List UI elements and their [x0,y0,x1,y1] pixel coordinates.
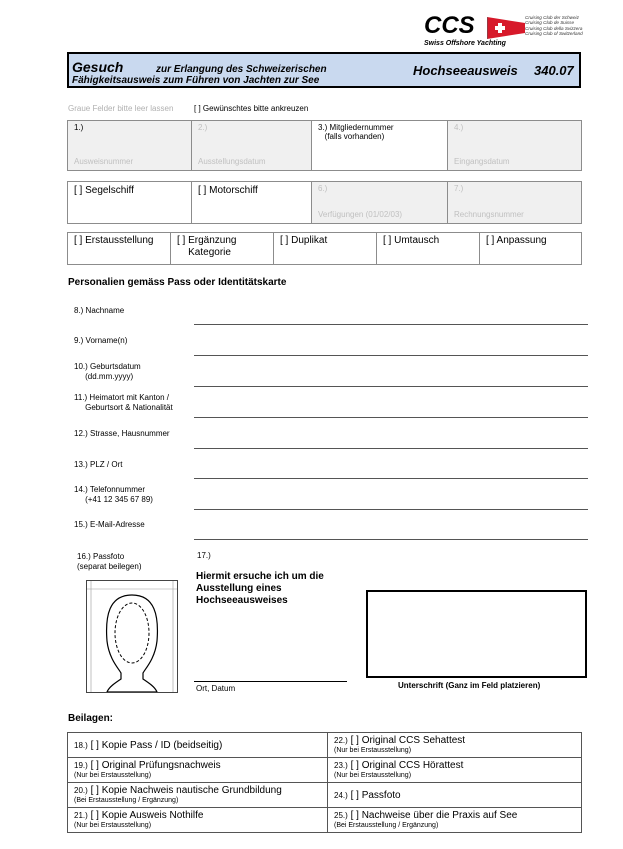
signature-box[interactable] [366,590,587,678]
swiss-flag-icon [487,17,525,39]
checkbox-anpassung[interactable] [480,233,582,265]
checkbox-label: [ ] Anpassung [486,235,547,246]
input-strasse[interactable] [194,448,588,449]
grey-fields-note: Graue Felder bitte leer lassen [68,104,174,113]
checkbox-label: [ ] Umtausch [383,235,440,246]
request-statement: Hiermit ersuche ich um die Ausstellung eines Hochseeausweises [196,571,324,606]
field-ausweisnummer [68,121,192,171]
admin-table-2 [67,181,582,224]
section-beilagen-title: Beilagen: [68,713,114,724]
club-name-fr: Cruising Club de Suisse [525,20,575,26]
label-nachname: 8.) Nachname [74,306,125,315]
input-email[interactable] [194,539,588,540]
checkbox-beilage-22[interactable]: 22.) [ ] Original CCS Sehattest (Nur bei Erstausstellung) [328,733,582,758]
checkbox-beilage-25[interactable]: 25.) [ ] Nachweise über die Praxis auf See (Bei Erstausstellung / Ergänzung) [328,808,582,833]
field-number: 4.) [454,123,464,132]
club-name-it: Cruising Club della Svizzera [525,25,583,31]
checkbox-beilage-20[interactable]: 20.) [ ] Kopie Nachweis nautische Grundbildung (Bei Erstausstellung / Ergänzung) [68,783,328,808]
checkbox-label: [ ] Motorschiff [198,185,258,196]
checkbox-erstausstellung[interactable] [68,233,171,265]
label-ort-datum: Ort, Datum [196,684,236,693]
checkbox-label: [ ] Erstausstellung [74,235,154,246]
request-type-table [67,232,582,265]
input-geburtsdatum[interactable] [194,386,588,387]
label-heimatort: 11.) Heimatort mit Kanton / Geburtsort & Nationalität [74,393,173,412]
form-subtitle-1: zur Erlangung des Schweizerischen [156,64,327,75]
table-row [68,733,582,758]
logo-tagline: Swiss Offshore Yachting [424,40,506,47]
checkbox-duplikat[interactable] [274,233,377,265]
checkbox-note: [ ] Gewünschtes bitte ankreuzen [194,104,309,113]
checkbox-label: [ ] Duplikat [280,235,328,246]
input-heimatort[interactable] [194,417,588,418]
checkbox-beilage-21[interactable]: 21.) [ ] Kopie Ausweis Nothilfe (Nur bei Erstausstellung) [68,808,328,833]
checkbox-label: [ ] Ergänzung [177,235,237,246]
label-vorname: 9.) Vorname(n) [74,336,128,345]
label-geburtsdatum: 10.) Geburtsdatum (dd.mm.yyyy) [74,362,141,381]
checkbox-ergaenzung[interactable] [171,233,274,265]
field-number: 3.) Mitgliedernummer (falls vorhanden) [318,123,394,141]
form-title: Gesuch [72,59,124,75]
checkbox-beilage-24[interactable]: 24.) [ ] Passfoto [328,783,582,808]
label-strasse: 12.) Strasse, Hausnummer [74,429,170,438]
checkbox-beilage-18[interactable]: 18.) [ ] Kopie Pass / ID (beidseitig) [68,733,328,758]
input-nachname[interactable] [194,324,588,325]
form-subtitle-2: Fähigkeitsausweis zum Führen von Jachten zur See [72,75,320,86]
club-name-en: Cruising Club of Switzerland [525,30,583,36]
table-row [68,783,582,808]
field-number: 7.) [454,184,464,193]
beilagen-table [67,732,582,833]
label-passfoto: 16.) Passfoto (separat beilegen) [77,552,142,571]
checkbox-label-2: Kategorie [188,247,231,258]
checkbox-motorschiff[interactable] [192,182,312,224]
field-number: 2.) [198,123,208,132]
input-plz-ort[interactable] [194,478,588,479]
field-label: Ausstellungsdatum [198,157,266,166]
field-label: Rechnungsnummer [454,210,524,219]
label-telefon: 14.) Telefonnummer (+41 12 345 67 89) [74,485,153,504]
admin-table-1 [67,120,582,171]
checkbox-label: [ ] Segelschiff [74,185,134,196]
checkbox-umtausch[interactable] [377,233,480,265]
field-ausstellungsdatum [192,121,312,171]
checkbox-beilage-23[interactable]: 23.) [ ] Original CCS Hörattest (Nur bei Erstausstellung) [328,758,582,783]
section-personalien-title: Personalien gemäss Pass oder Identitätskarte [68,277,287,288]
input-vorname[interactable] [194,355,588,356]
field-label: Verfügungen (01/02/03) [318,210,403,219]
checkbox-beilage-19[interactable]: 19.) [ ] Original Prüfungsnachweis (Nur bei Erstausstellung) [68,758,328,783]
table-row [68,758,582,783]
form-number: 340.07 [534,63,574,78]
field-label: Ausweisnummer [74,157,134,166]
label-17: 17.) [197,551,211,560]
club-names [525,15,583,36]
club-name-de: Cruising Club der Schweiz [525,15,579,20]
input-telefon[interactable] [194,509,588,510]
field-rechnungsnummer [448,182,582,224]
label-plz-ort: 13.) PLZ / Ort [74,460,123,469]
input-ort-datum[interactable] [194,681,347,682]
field-number: 6.) [318,184,328,193]
head-outline-icon [87,581,177,692]
field-label: Eingangsdatum [454,157,510,166]
passfoto-box[interactable] [86,580,178,693]
form-type: Hochseeausweis [413,63,518,78]
label-unterschrift: Unterschrift (Ganz im Feld platzieren) [398,681,541,690]
field-eingangsdatum [448,121,582,171]
label-email: 15.) E-Mail-Adresse [74,520,145,529]
checkbox-segelschiff[interactable] [68,182,192,224]
field-mitgliedernummer[interactable] [312,121,448,171]
field-number: 1.) [74,123,84,132]
field-verfuegungen [312,182,448,224]
ccs-logo-text: CCS [424,12,475,39]
table-row [68,808,582,833]
